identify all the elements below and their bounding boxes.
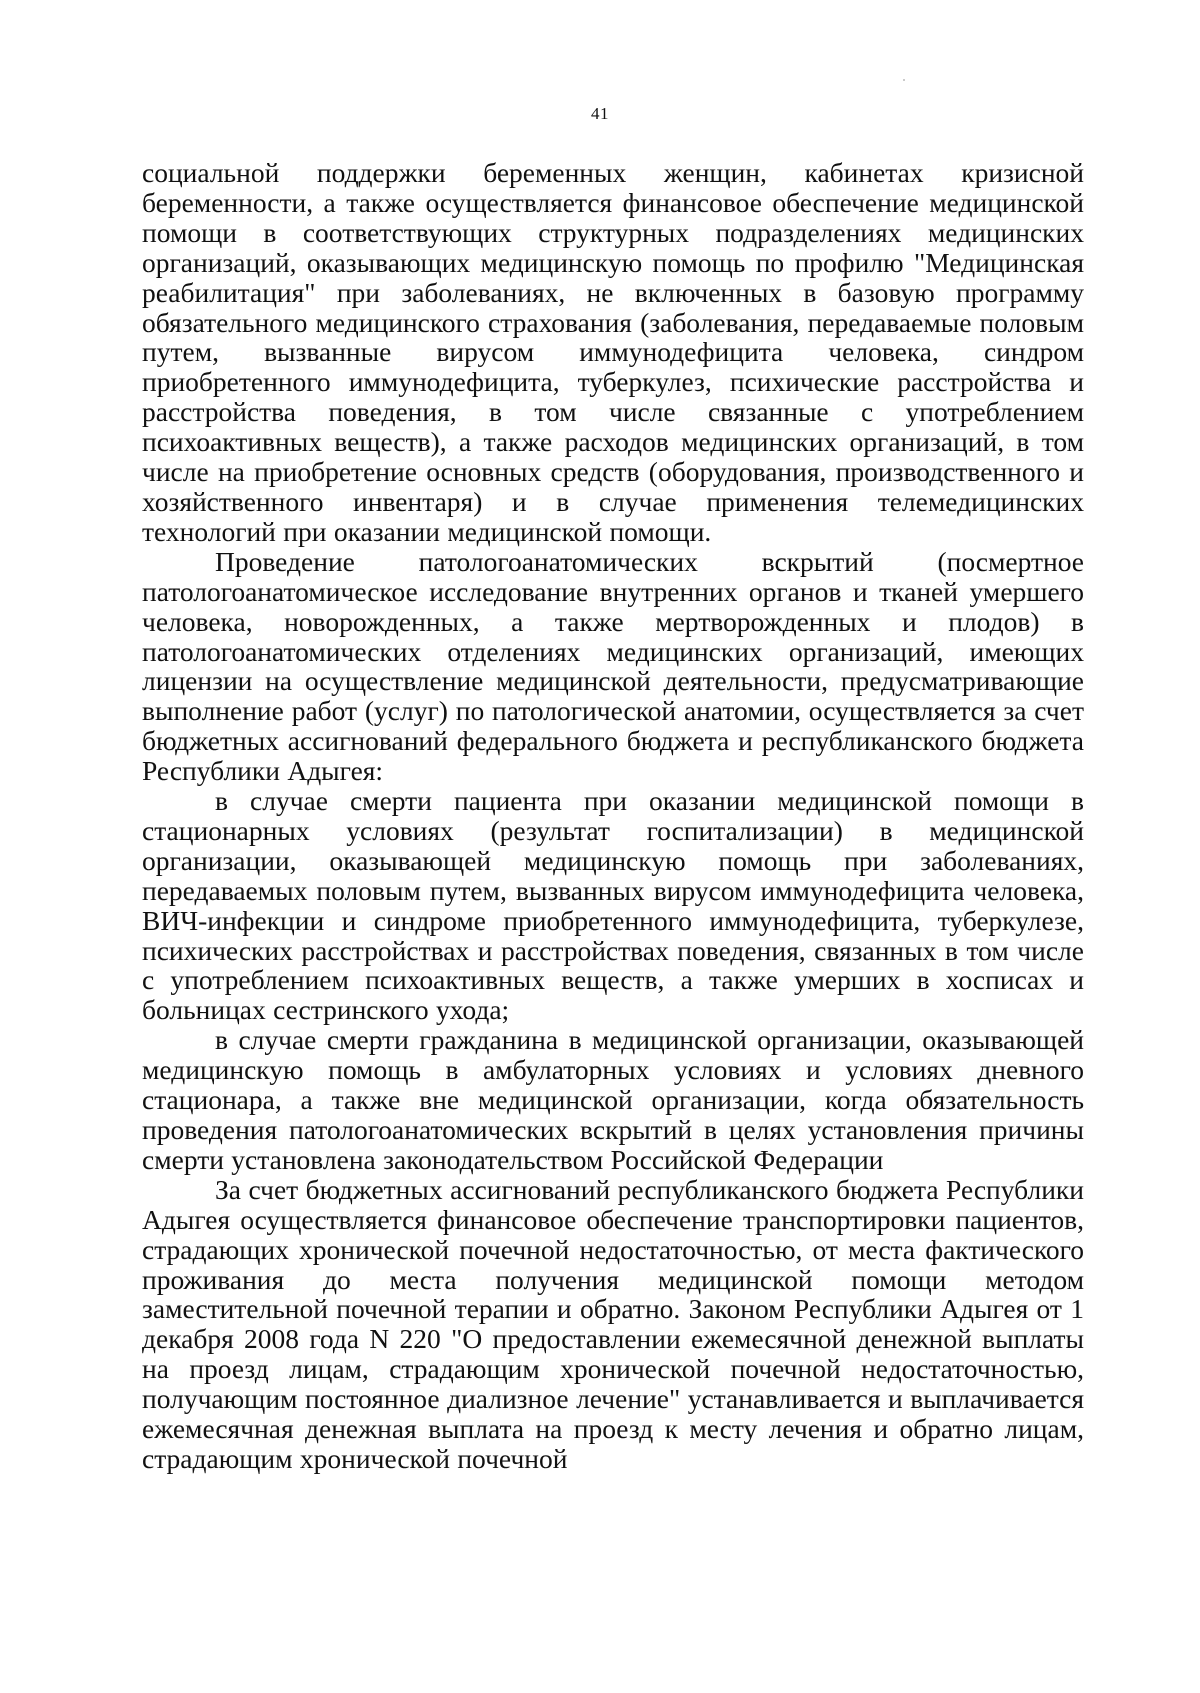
paragraph-dialysis-transport: За счет бюджетных ассигнований республиканского бюджета Республики Адыгея осуществляется финансовое обеспечение транспортировки пациентов, страдающих хронической почечной недостаточностью, от места фактического проживания до места получения медицинской помощи методом заместительной почечной терапии и обратно. Законом Республики Адыгея от 1 декабря 2008 года N 220 "О предоставлении ежемесячной денежной выплаты на проезд лицам, страдающим хронической почечной недостаточностью, получающим постоянное диализное лечение" устанавливается и выплачивается ежемесячная денежная выплата на проезд к месту лечения и обратно лицам, страдающим хронической почечной <box>142 1173 1084 1474</box>
paragraph-autopsy-financing: Проведение патологоанатомических вскрытий (посмертное патологоанатомическое исследование внутренних органов и тканей умершего человека, новорожденных, а также мертворожденных и плодов) в патологоанатомических отделениях медицинских организаций, имеющих лицензии на осуществление медицинской деятельности, предусматривающие выполнение работ (услуг) по патологической анатомии, осуществляется за счет бюджетных ассигнований федерального бюджета и республиканского бюджета Республики Адыгея: <box>142 545 1084 787</box>
paragraph-outpatient-death-case: в случае смерти гражданина в медицинской организации, оказывающей медицинскую помощь в амбулаторных условиях и условиях дневного стационара, а также вне медицинской организации, когда обязательность проведения патологоанатомических вскрытий в целях установления причины смерти установлена законодательством Российской Федерации <box>142 1024 1084 1175</box>
paragraph-continuation: социальной поддержки беременных женщин, кабинетах кризисной беременности, а также осуществляется финансовое обеспечение медицинской помощи в соответствующих структурных подразделениях медицинских организаций, оказывающих медицинскую помощь по профилю "Медицинская реабилитация" при заболеваниях, не включенных в базовую программу обязательного медицинского страхования (заболевания, передаваемые половым путем, вызванные вирусом иммунодефицита человека, синдром приобретенного иммунодефицита, туберкулез, психические расстройства и расстройства поведения, в том числе связанные с употреблением психоактивных веществ), а также расходов медицинских организаций, в том числе на приобретение основных средств (оборудования, производственного и хозяйственного инвентаря) и в случае применения телемедицинских технологий при оказании медицинской помощи. <box>142 157 1084 547</box>
scan-speck <box>903 79 905 81</box>
paragraph-inpatient-death-case: в случае смерти пациента при оказании медицинской помощи в стационарных условиях (результат госпитализации) в медицинской организации, оказывающей медицинскую помощь при заболеваниях, передаваемых половым путем, вызванных вирусом иммунодефицита человека, ВИЧ-инфекции и синдроме приобретенного иммунодефицита, туберкулезе, психических расстройствах и расстройствах поведения, связанных в том числе с употреблением психоактивных веществ, а также умерших в хосписах и больницах сестринского ухода; <box>142 785 1084 1026</box>
document-body <box>142 158 1084 1474</box>
page-number: 41 <box>591 104 609 123</box>
